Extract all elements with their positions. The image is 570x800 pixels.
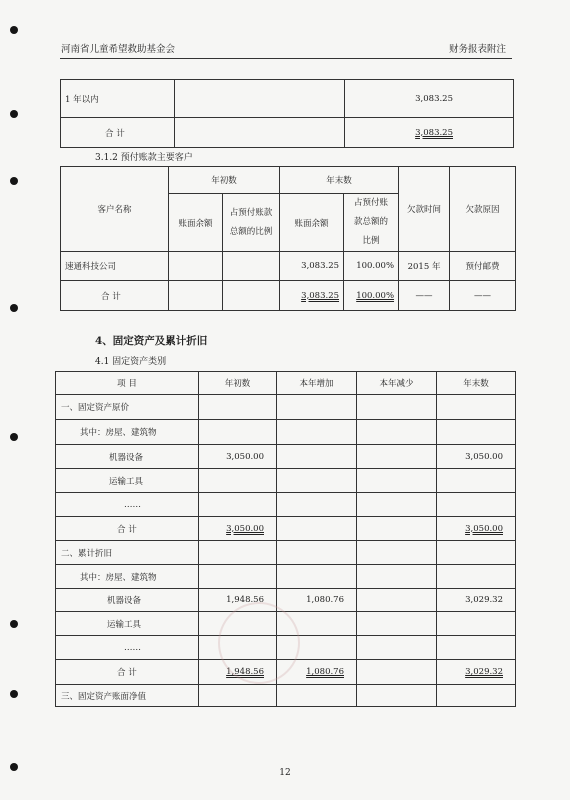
debt-reason: 预付邮费 [450, 252, 516, 281]
increase-value [277, 420, 357, 445]
decrease-value [357, 395, 437, 420]
end-value [437, 420, 516, 445]
end-value [437, 469, 516, 493]
faint-seal [218, 602, 300, 684]
end-value [437, 565, 516, 589]
aging-table [60, 79, 514, 148]
table-row [56, 685, 516, 707]
punch-hole [10, 177, 18, 185]
table-row [56, 445, 516, 469]
begin-value [199, 685, 277, 707]
increase-value: 1,080.76 [277, 589, 357, 612]
table-row [61, 118, 514, 148]
table-row [56, 395, 516, 420]
decrease-value [357, 445, 437, 469]
total-begin-value: 3,050.00 [226, 523, 264, 534]
row-label: 三、固定资产账面净值 [56, 685, 199, 707]
end-value [437, 395, 516, 420]
begin-value [199, 493, 277, 517]
row-label: 机器设备 [56, 445, 199, 469]
punch-hole [10, 620, 18, 628]
total-begin-value: 1,948.56 [226, 667, 264, 677]
row-label: …… [56, 636, 199, 660]
header-doc-title: 财务报表附注 [448, 44, 506, 55]
decrease-value [357, 636, 437, 660]
end-value: 3,050.00 [437, 445, 516, 469]
end-value [437, 493, 516, 517]
header-row [56, 372, 516, 395]
customer-name: 速通科技公司 [61, 252, 169, 281]
row-label: 1 年以内 [61, 80, 175, 118]
col-header-ratio: 占预付账款总额的比例 [223, 194, 280, 252]
row-label: 运输工具 [56, 469, 199, 493]
table-row [56, 493, 516, 517]
row-label: 机器设备 [56, 589, 199, 612]
col-header-begin: 年初数 [169, 167, 280, 194]
decrease-value [357, 612, 437, 636]
row-label: 合 计 [56, 517, 199, 541]
col-header-balance: 账面余额 [280, 194, 344, 252]
col-header-end: 年末数 [437, 372, 516, 395]
increase-value [277, 395, 357, 420]
table-row [61, 252, 516, 281]
table-row [56, 565, 516, 589]
table-row [61, 80, 514, 118]
row-label: 运输工具 [56, 612, 199, 636]
col-header-ratio: 占预付账款总额的比例 [344, 194, 399, 252]
increase-value [277, 445, 357, 469]
punch-hole [10, 26, 18, 34]
decrease-value [357, 469, 437, 493]
row-label: 二、累计折旧 [56, 541, 199, 565]
decrease-value [357, 589, 437, 612]
decrease-value [357, 685, 437, 707]
decrease-value [357, 565, 437, 589]
begin-value: 1,948.56 [199, 589, 277, 612]
decrease-value [357, 541, 437, 565]
section-3-1-2-title: 3.1.2 预付账款主要客户 [95, 153, 193, 163]
row-label: 合 计 [61, 118, 175, 148]
prepaid-customers-table [60, 166, 516, 311]
debt-time: 2015 年 [399, 252, 450, 281]
row-label: 合 计 [61, 281, 169, 311]
total-end-ratio: 100.00% [356, 290, 395, 301]
table-row [56, 469, 516, 493]
debt-time: —— [399, 281, 450, 311]
increase-value [277, 541, 357, 565]
debt-reason: —— [450, 281, 516, 311]
header-rule [60, 58, 512, 59]
total-end-value: 3,050.00 [465, 523, 503, 534]
end-value [437, 612, 516, 636]
row-label: 合 计 [56, 660, 199, 685]
total-increase-value: 1,080.76 [306, 667, 344, 677]
amount-cell: 3,083.25 [345, 80, 514, 118]
row-label: 其中：房屋、建筑物 [56, 420, 199, 445]
row-label: 一、固定资产原价 [56, 395, 199, 420]
section-4-1-title: 4.1 固定资产类别 [95, 357, 167, 367]
punch-hole [10, 110, 18, 118]
end-balance: 3,083.25 [280, 252, 344, 281]
col-header-begin: 年初数 [199, 372, 277, 395]
table-row [56, 420, 516, 445]
table-row [61, 281, 516, 311]
row-label: …… [56, 493, 199, 517]
end-ratio: 100.00% [344, 252, 399, 281]
col-header-name: 客户名称 [61, 167, 169, 252]
row-label: 其中：房屋、建筑物 [56, 565, 199, 589]
increase-value [277, 493, 357, 517]
punch-hole [10, 433, 18, 441]
decrease-value [357, 493, 437, 517]
end-value: 3,029.32 [437, 589, 516, 612]
col-header-reason: 欠款原因 [450, 167, 516, 252]
total-end-value: 3,029.32 [465, 667, 503, 677]
col-header-item: 项 目 [56, 372, 199, 395]
col-header-end: 年末数 [280, 167, 399, 194]
increase-value [277, 565, 357, 589]
increase-value [277, 469, 357, 493]
col-header-balance: 账面余额 [169, 194, 223, 252]
col-header-decrease: 本年减少 [357, 372, 437, 395]
total-amount: 3,083.25 [415, 127, 453, 138]
table-row [56, 589, 516, 612]
decrease-value [357, 420, 437, 445]
begin-value [199, 469, 277, 493]
end-value [437, 636, 516, 660]
col-header-increase: 本年增加 [277, 372, 357, 395]
section-4-title: 4、固定资产及累计折旧 [95, 335, 208, 347]
page-number: 12 [279, 768, 291, 778]
table-row [56, 517, 516, 541]
begin-value [199, 565, 277, 589]
total-end-balance: 3,083.25 [301, 290, 340, 301]
increase-value [277, 685, 357, 707]
punch-hole [10, 304, 18, 312]
table-row [56, 541, 516, 565]
end-value [437, 685, 516, 707]
begin-value: 3,050.00 [199, 445, 277, 469]
end-value [437, 541, 516, 565]
header-org: 河南省儿童希望救助基金会 [61, 44, 176, 55]
begin-value [199, 541, 277, 565]
col-header-time: 欠款时间 [399, 167, 450, 252]
punch-hole [10, 690, 18, 698]
begin-value [199, 420, 277, 445]
begin-value [199, 395, 277, 420]
